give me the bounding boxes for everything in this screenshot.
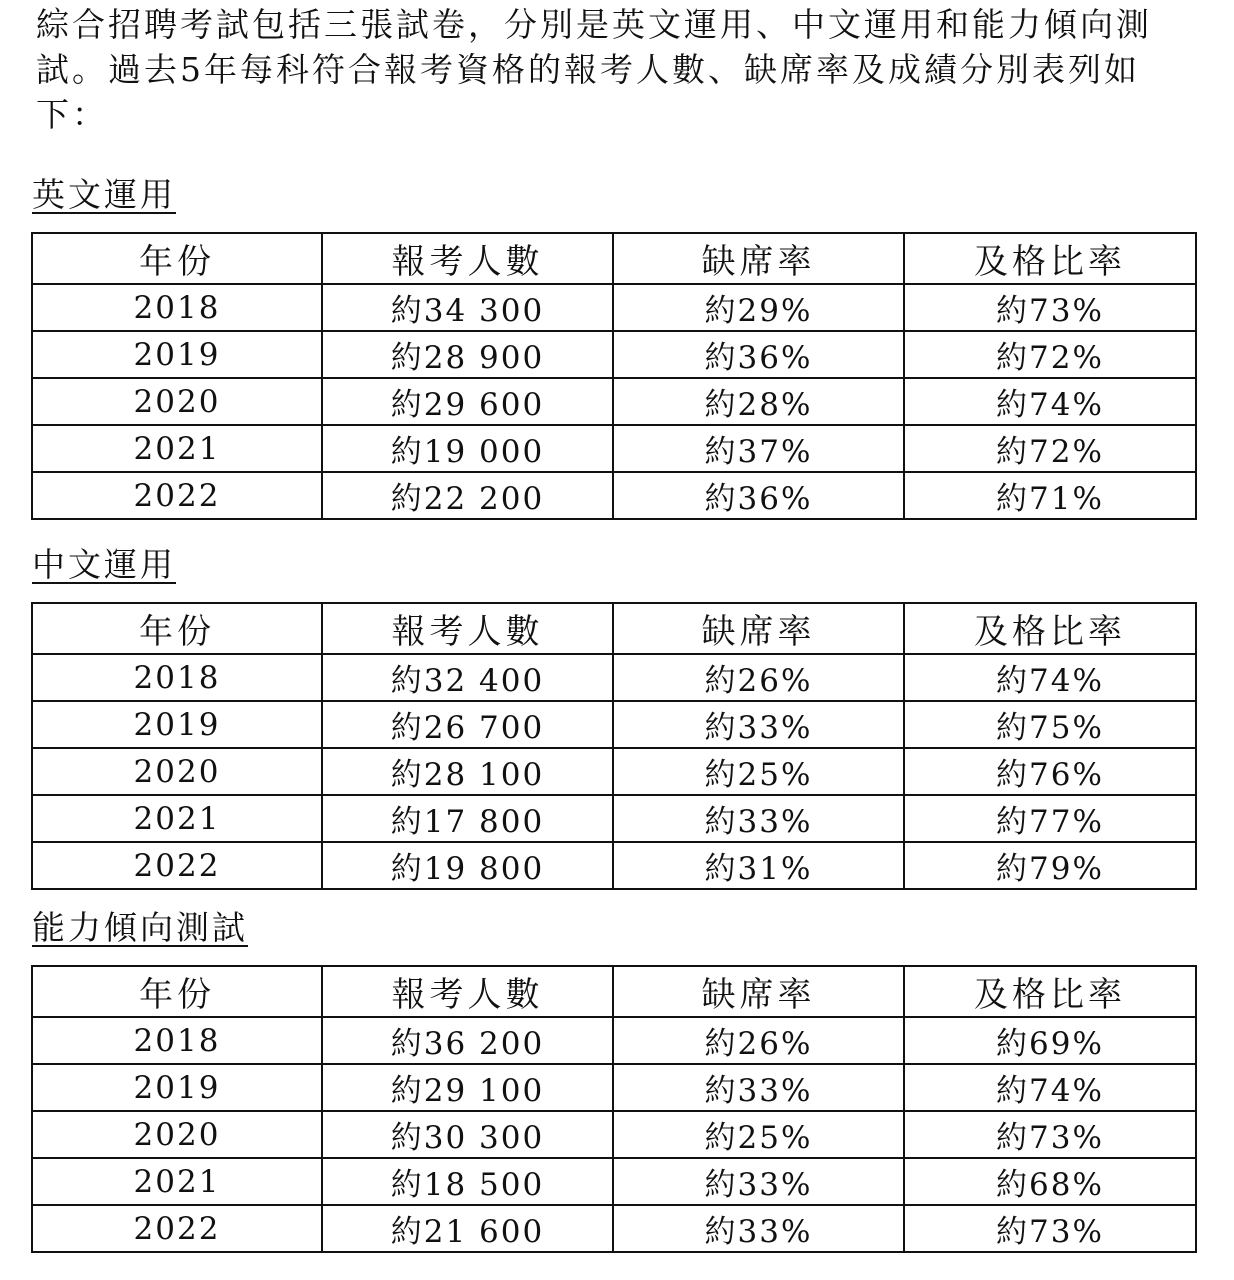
cell-absence-rate: 約26% [613,1017,904,1064]
table-row [32,795,1196,842]
cell-absence-rate: 約37% [613,425,904,472]
cell-pass-rate: 約73% [904,1205,1196,1252]
cell-pass-rate: 約74% [904,378,1196,425]
header-candidates: 報考人數 [322,966,613,1017]
cell-absence-rate: 約36% [613,331,904,378]
table-row [32,748,1196,795]
header-year: 年份 [32,233,322,284]
cell-year: 2020 [32,748,322,795]
table-row [32,1158,1196,1205]
header-pass-rate: 及格比率 [904,966,1196,1017]
cell-year: 2018 [32,654,322,701]
table-row [32,331,1196,378]
cell-year: 2019 [32,1064,322,1111]
table-row [32,1017,1196,1064]
header-year: 年份 [32,603,322,654]
cell-absence-rate: 約36% [613,472,904,519]
section-title-chinese: 中文運用 [32,545,176,584]
table-row [32,425,1196,472]
header-pass-rate: 及格比率 [904,603,1196,654]
cell-absence-rate: 約29% [613,284,904,331]
header-year: 年份 [32,966,322,1017]
table-row [32,1064,1196,1111]
table-row [32,654,1196,701]
table-english [31,232,1197,520]
cell-year: 2019 [32,331,322,378]
cell-candidates: 約22 200 [322,472,613,519]
cell-year: 2020 [32,378,322,425]
cell-year: 2020 [32,1111,322,1158]
table-header-row [32,603,1196,654]
cell-pass-rate: 約72% [904,425,1196,472]
cell-candidates: 約29 100 [322,1064,613,1111]
cell-candidates: 約21 600 [322,1205,613,1252]
cell-year: 2021 [32,795,322,842]
cell-candidates: 約17 800 [322,795,613,842]
table-row [32,472,1196,519]
cell-candidates: 約18 500 [322,1158,613,1205]
cell-pass-rate: 約75% [904,701,1196,748]
cell-year: 2019 [32,701,322,748]
cell-pass-rate: 約73% [904,1111,1196,1158]
cell-year: 2022 [32,1205,322,1252]
cell-candidates: 約28 900 [322,331,613,378]
cell-candidates: 約19 000 [322,425,613,472]
cell-candidates: 約29 600 [322,378,613,425]
header-candidates: 報考人數 [322,233,613,284]
cell-pass-rate: 約77% [904,795,1196,842]
table-row [32,284,1196,331]
cell-candidates: 約32 400 [322,654,613,701]
cell-year: 2022 [32,842,322,889]
cell-year: 2018 [32,284,322,331]
cell-pass-rate: 約68% [904,1158,1196,1205]
cell-pass-rate: 約71% [904,472,1196,519]
cell-candidates: 約36 200 [322,1017,613,1064]
cell-year: 2018 [32,1017,322,1064]
cell-year: 2021 [32,425,322,472]
cell-pass-rate: 約74% [904,1064,1196,1111]
cell-pass-rate: 約69% [904,1017,1196,1064]
cell-absence-rate: 約28% [613,378,904,425]
table-aptitude [31,965,1197,1253]
header-absence-rate: 缺席率 [613,966,904,1017]
table-header-row [32,966,1196,1017]
cell-pass-rate: 約74% [904,654,1196,701]
cell-absence-rate: 約33% [613,795,904,842]
table-row [32,378,1196,425]
cell-year: 2022 [32,472,322,519]
cell-candidates: 約19 800 [322,842,613,889]
cell-pass-rate: 約76% [904,748,1196,795]
table-chinese [31,602,1197,890]
cell-pass-rate: 約73% [904,284,1196,331]
cell-candidates: 約30 300 [322,1111,613,1158]
cell-candidates: 約34 300 [322,284,613,331]
table-row [32,1111,1196,1158]
header-pass-rate: 及格比率 [904,233,1196,284]
cell-candidates: 約28 100 [322,748,613,795]
cell-year: 2021 [32,1158,322,1205]
cell-absence-rate: 約26% [613,654,904,701]
table-row [32,842,1196,889]
cell-absence-rate: 約25% [613,1111,904,1158]
cell-pass-rate: 約79% [904,842,1196,889]
cell-absence-rate: 約33% [613,701,904,748]
cell-absence-rate: 約31% [613,842,904,889]
cell-candidates: 約26 700 [322,701,613,748]
cell-absence-rate: 約33% [613,1158,904,1205]
table-header-row [32,233,1196,284]
section-title-aptitude: 能力傾向測試 [32,908,248,947]
header-absence-rate: 缺席率 [613,233,904,284]
intro-paragraph: 綜合招聘考試包括三張試卷，分別是英文運用、中文運用和能力傾向測試。過去5年每科符合報考資格的報考人數、缺席率及成績分別表列如下： [36,5,1152,134]
table-row [32,701,1196,748]
header-absence-rate: 缺席率 [613,603,904,654]
cell-pass-rate: 約72% [904,331,1196,378]
header-candidates: 報考人數 [322,603,613,654]
cell-absence-rate: 約33% [613,1064,904,1111]
cell-absence-rate: 約25% [613,748,904,795]
cell-absence-rate: 約33% [613,1205,904,1252]
table-row [32,1205,1196,1252]
section-title-english: 英文運用 [32,175,176,214]
